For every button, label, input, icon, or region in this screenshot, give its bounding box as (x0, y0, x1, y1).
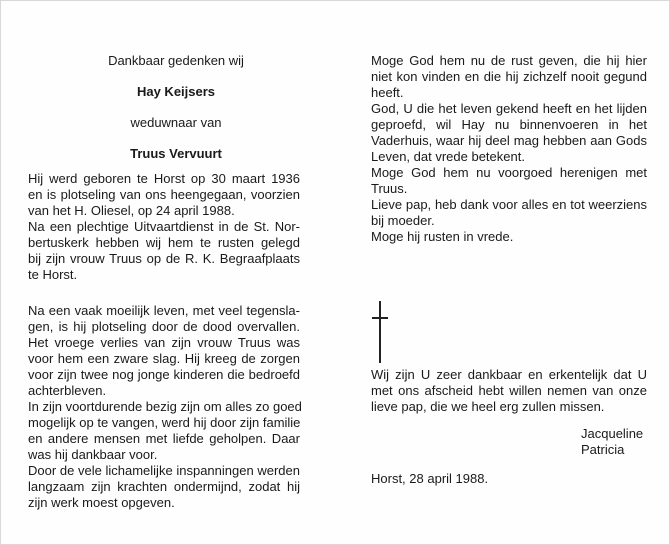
prayer-line: niet kon vinden en die hij zichzelf nooit gegund (371, 69, 647, 84)
thanks-line: lieve pap, die we heel erg zullen missen. (371, 399, 605, 414)
para1-line: bij zijn vrouw Truus op de R. K. Begraafplaats (28, 251, 300, 266)
intro-text: Dankbaar gedenken wij (108, 53, 244, 68)
prayer-line: Vaderhuis, waar hij deel mag hebben aan Gods (371, 133, 647, 148)
signatory: Jacqueline (581, 426, 644, 441)
para2-line: Het vroege verlies van zijn vrouw Truus was (28, 335, 300, 350)
para1-line: van het H. Oliesel, op 24 april 1988. (28, 203, 235, 218)
relation-text: weduwnaar van (130, 115, 222, 130)
para2-line: en andere mensen met liefde geholpen. Daar (28, 431, 300, 446)
prayer-line: God, U die het leven gekend heeft en het lijden (371, 101, 647, 116)
para1-line: Hij werd geboren te Horst op 30 maart 1936 (28, 171, 300, 186)
para2-line: Door de vele lichamelijke inspanningen werden (28, 463, 300, 478)
para2-line: In zijn voortdurende bezig zijn om alles zo goed (28, 399, 302, 414)
prayer-line: Leven, dat vrede betekent. (371, 149, 525, 164)
cross-icon-bar (372, 317, 388, 319)
prayer-line: geproefd, wil Hay nu binnenvoeren in het (371, 117, 647, 132)
prayer-line: Truus. (371, 181, 408, 196)
cross-icon (379, 301, 381, 363)
prayer-line: Moge hij rusten in vrede. (371, 229, 514, 244)
para1-line: en is plotseling van ons heengegaan, voorzien (28, 187, 300, 202)
deceased-name: Hay Keijsers (136, 84, 216, 99)
thanks-line: met ons afscheid hebt willen nemen van onze (371, 383, 647, 398)
para2-line: langzaam zijn krachten ondermijnd, zodat hij (28, 479, 300, 494)
para2-line: voor zijn twee nog jonge kinderen die bedroefd (28, 367, 300, 382)
para1-line: bertuskerk hebben wij hem te rusten gelegd (28, 235, 300, 250)
para2-line: gen, is hij plotseling door de dood overvallen. (28, 319, 300, 334)
para2-line: mogelijk op te vangen, werd hij door zijn familie (28, 415, 301, 430)
prayer-line: Moge God hem nu voorgoed herenigen met (371, 165, 647, 180)
para2-line: was hij dankbaar voor. (28, 447, 158, 462)
prayer-line: heeft. (371, 85, 404, 100)
para2-line: Na een vaak moeilijk leven, met veel tegensla- (28, 303, 300, 318)
signatory: Patricia (581, 442, 625, 457)
place-date: Horst, 28 april 1988. (371, 471, 489, 486)
para1-line: te Horst. (28, 267, 78, 282)
prayer-line: bij moeder. (371, 213, 435, 228)
prayer-line: Moge God hem nu de rust geven, die hij hier (371, 53, 647, 68)
para2-line: zijn werk moest opgeven. (28, 495, 175, 510)
thanks-line: Wij zijn U zeer dankbaar en erkentelijk dat U (371, 367, 647, 382)
para2-line: achterbleven. (28, 383, 107, 398)
spouse-name: Truus Vervuurt (130, 146, 222, 161)
para1-line: Na een plechtige Uitvaartdienst in de St. Nor- (28, 219, 300, 234)
prayer-line: Lieve pap, heb dank voor alles en tot weerziens (371, 197, 647, 212)
para2-line: voor hem een zware slag. Hij kreeg de zorgen (28, 351, 300, 366)
